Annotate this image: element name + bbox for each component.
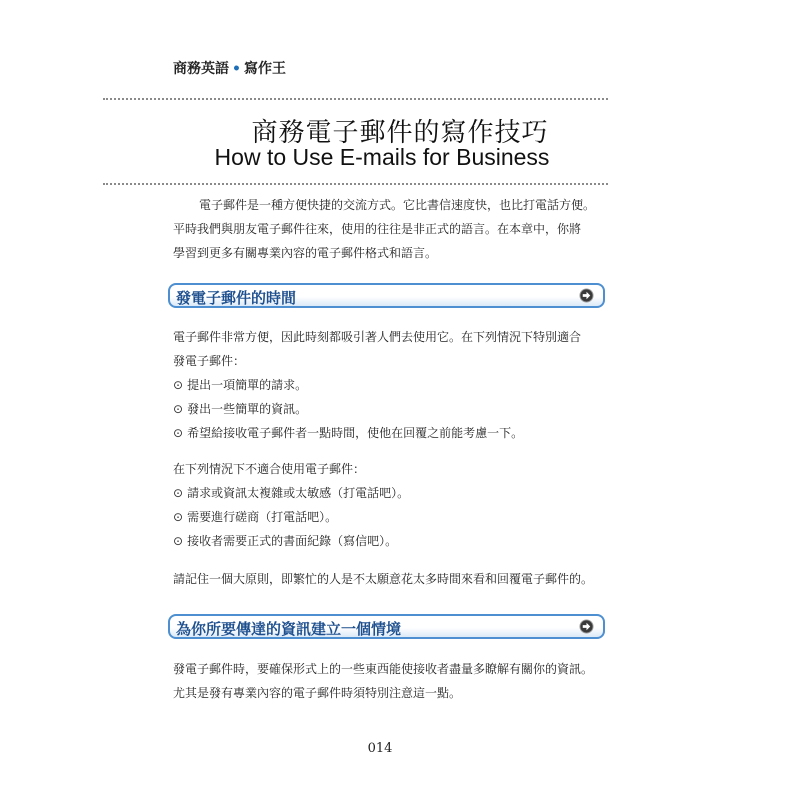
body-line: 在下列情況下不適合使用電子郵件： (173, 462, 366, 476)
book-subtitle: 寫作王 (243, 61, 286, 77)
section-banner-timing (168, 283, 605, 308)
list-item: ⊙ 接收者需要正式的書面紀錄（寫信吧）。 (173, 534, 398, 548)
top-divider (103, 98, 608, 100)
body-line: 電子郵件非常方便，因此時刻都吸引著人們去使用它。在下列情況下特別適合 (173, 330, 582, 344)
chapter-title-zh: 商務電子郵件的寫作技巧 (251, 118, 549, 148)
list-item: ⊙ 請求或資訊太複雜或太敏感（打電話吧）。 (173, 486, 410, 500)
bullet-icon: ⊙ (173, 534, 184, 548)
body-line: 發電子郵件時，要確保形式上的一些東西能使接收者盡量多瞭解有關你的資訊。 (173, 662, 594, 676)
section-title: 發電子郵件的時間 (176, 289, 297, 307)
section-banner-context (168, 614, 605, 639)
list-item: ⊙ 發出一些簡單的資訊。 (173, 402, 308, 416)
title-divider (103, 183, 608, 185)
bullet-icon: ⊙ (173, 426, 184, 440)
intro-line: 平時我們與朋友電子郵件往來，使用的往往是非正式的語言。在本章中，你將 (173, 222, 582, 236)
book-title: 商務英語 (173, 61, 229, 77)
section1-content (173, 325, 613, 445)
body-line: 尤其是發有專業內容的電子郵件時須特別注意這一點。 (173, 686, 462, 700)
header-dot: • (232, 61, 241, 77)
intro-line: 學習到更多有關專業內容的電子郵件格式和語言。 (173, 246, 438, 260)
intro-paragraph (173, 193, 613, 265)
chapter-title-en: How to Use E-mails for Business (214, 144, 550, 170)
list-item: ⊙ 需要進行磋商（打電話吧）。 (173, 510, 338, 524)
section-title: 為你所要傳達的資訊建立一個情境 (176, 620, 402, 638)
running-header (173, 58, 286, 78)
body-line: 發電子郵件： (173, 354, 246, 368)
list-item: ⊙ 希望給接收電子郵件者一點時間，使他在回覆之前能考慮一下。 (173, 426, 524, 440)
bullet-icon: ⊙ (173, 402, 184, 416)
rule-paragraph (173, 567, 613, 591)
bullet-icon: ⊙ (173, 378, 184, 392)
section2-content (173, 657, 613, 705)
bullet-icon: ⊙ (173, 510, 184, 524)
arrow-circle-right-icon (579, 619, 594, 634)
intro-line: 電子郵件是一種方便快捷的交流方式。它比書信速度快，也比打電話方便。 (199, 198, 596, 212)
section1-unsuitable (173, 457, 613, 553)
bullet-icon: ⊙ (173, 486, 184, 500)
list-item: ⊙ 提出一項簡單的請求。 (173, 378, 308, 392)
arrow-circle-right-icon (579, 288, 594, 303)
body-line: 請記住一個大原則，即繁忙的人是不太願意花太多時間來看和回覆電子郵件的。 (173, 572, 594, 586)
page-number: 014 (367, 741, 393, 756)
